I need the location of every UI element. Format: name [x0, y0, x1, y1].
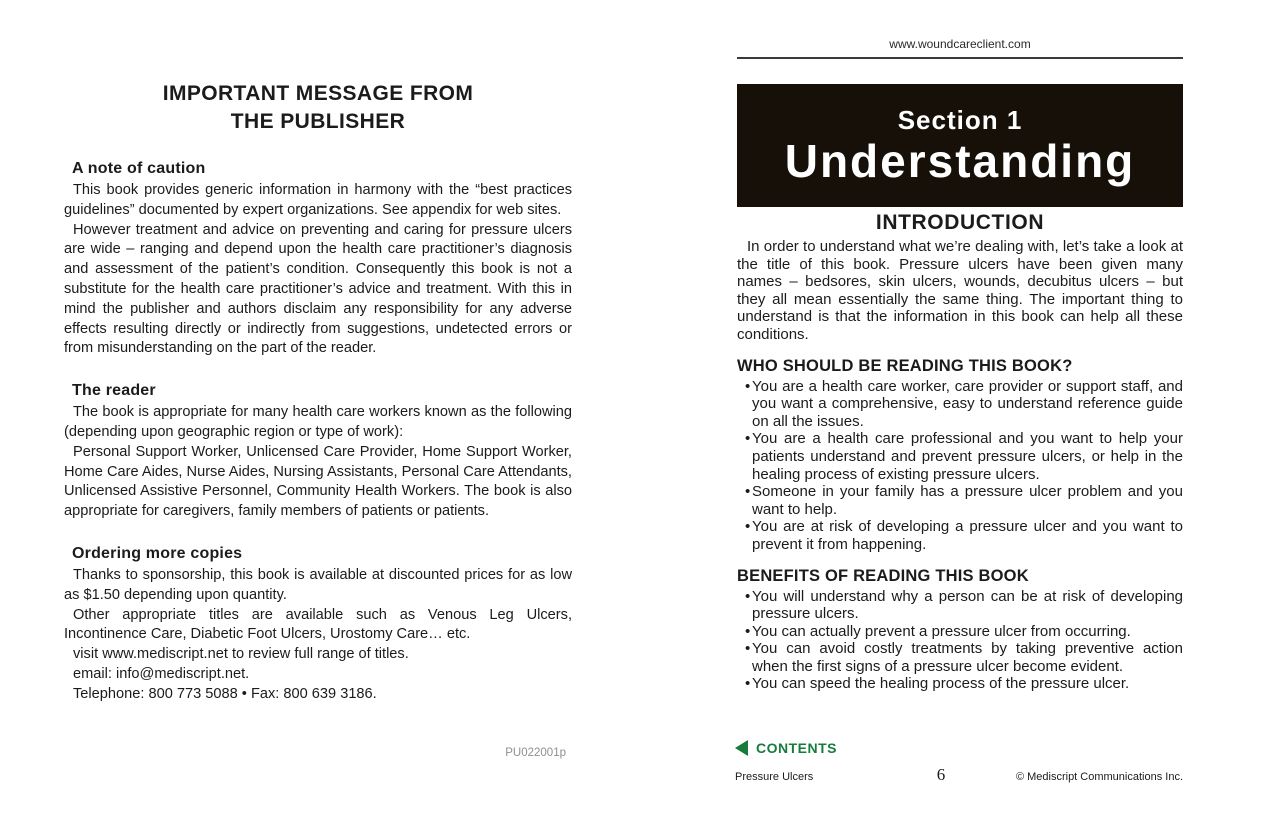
footer-book-title: Pressure Ulcers: [735, 771, 814, 783]
benefits-bullet-4: • You can speed the healing process of the pressure ulcer.: [737, 675, 1183, 693]
benefits-heading: BENEFITS OF READING THIS BOOK: [737, 566, 1029, 585]
publisher-message-title: [64, 80, 572, 136]
section-heading-reader: The reader: [72, 382, 156, 400]
benefits-bullet-list: [737, 588, 1183, 694]
ordering-paragraph-1: Thanks to sponsorship, this book is available at discounted prices for as low as $1.50 depending upon quantity.: [64, 566, 572, 603]
introduction-heading: INTRODUCTION: [875, 211, 1045, 234]
right-page: [737, 211, 1183, 693]
section-banner-title: Understanding: [784, 134, 1136, 187]
left-page: [64, 80, 572, 705]
ordering-paragraph-2: Other appropriate titles are available such as Venous Leg Ulcers, Incontinence Care, Diabetic Foot Ulcers, Urostomy Care… etc.: [64, 606, 572, 643]
ordering-email-line: email: info@mediscript.net.: [73, 665, 250, 682]
ordering-telephone-line: Telephone: 800 773 5088 • Fax: 800 639 3186.: [73, 685, 377, 702]
ordering-visit-line: visit www.mediscript.net to review full range of titles.: [73, 646, 409, 663]
section-heading-ordering: Ordering more copies: [72, 544, 243, 562]
who-bullet-1: • You are a health care worker, care provider or support staff, and you want a comprehensive, easy to understand reference guide on all the issues.: [737, 378, 1183, 431]
contents-arrow-icon: [735, 740, 748, 756]
benefits-bullet-1: • You will understand why a person can be at risk of developing pressure ulcers.: [737, 588, 1183, 623]
contents-link[interactable]: [735, 740, 837, 756]
who-bullet-list: [737, 378, 1183, 554]
document-code: PU022001p: [505, 747, 566, 759]
footer-copyright: © Mediscript Communications Inc.: [1015, 771, 1183, 783]
caution-paragraph-1: This book provides generic information in harmony with the “best practices guidelines” documented by expert organizations. See appendix for web sites.: [64, 182, 572, 218]
who-bullet-2: • You are a health care professional and you want to help your patients understand and prevent pressure ulcers, or help in the healing process of existing pressure ulcers.: [737, 430, 1183, 483]
benefits-bullet-2: • You can actually prevent a pressure ulcer from occurring.: [737, 623, 1183, 641]
section-banner-kicker: Section 1: [897, 104, 1023, 135]
right-page-footer: [735, 765, 1183, 785]
who-bullet-3: • Someone in your family has a pressure ulcer problem and you want to help.: [737, 483, 1183, 518]
reader-paragraph-1: The book is appropriate for many health care workers known as the following (depending upon geographic region or type of work):: [64, 404, 572, 440]
who-heading: WHO SHOULD BE READING THIS BOOK?: [737, 356, 1073, 375]
reader-paragraph-2: Personal Support Worker, Unlicensed Care Provider, Home Support Worker, Home Care Aides, Nurse Aides, Nursing Assistants, Personal Care Attendants, Unlicensed Assistive Personnel, Community Health Workers. The book is also appropriate for caregivers, family members of patients or patients.: [64, 443, 572, 520]
who-bullet-4: • You are at risk of developing a pressure ulcer and you want to prevent it from happening.: [737, 518, 1183, 553]
contents-label: CONTENTS: [756, 740, 837, 756]
introduction-paragraph: In order to understand what we’re dealing with, let’s take a look at the title of this book. Pressure ulcers have been given many names – bedsores, skin ulcers, wounds, decubitus ulcers – but they all mean essentially the same thing. The important thing to understand is that the information in this book can help all these conditions.: [737, 238, 1183, 343]
footer-page-number: 6: [936, 765, 946, 784]
publisher-title-line2: THE PUBLISHER: [230, 110, 406, 133]
publisher-title-line1: IMPORTANT MESSAGE FROM: [162, 82, 474, 105]
section-banner: [737, 84, 1183, 207]
section-heading-caution: A note of caution: [72, 160, 206, 177]
caution-paragraph-2: However treatment and advice on preventing and caring for pressure ulcers are wide – ranging and depend upon the health care practitioner’s diagnosis and assessment of the patient’s condition. Consequently this book is not a substitute for the health care practitioner’s advice and treatment. With this in mind the publisher and authors disclaim any responsibility for any adverse effects resulting directly or indirectly from suggestions, undetected errors or from misunderstanding on the part of the reader.: [64, 221, 572, 357]
header-url: www.woundcareclient.com: [737, 37, 1183, 59]
benefits-bullet-3: • You can avoid costly treatments by taking preventive action when the first signs of a pressure ulcer become evident.: [737, 640, 1183, 675]
